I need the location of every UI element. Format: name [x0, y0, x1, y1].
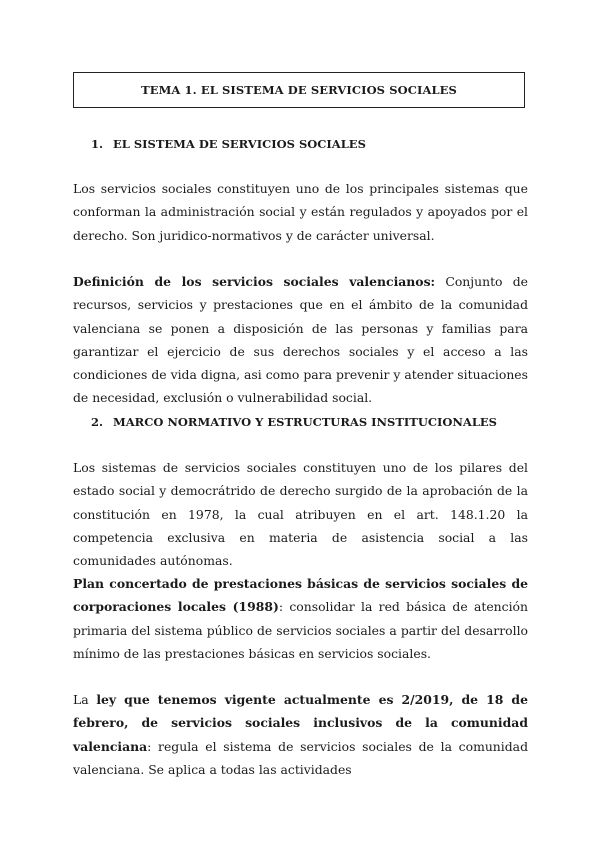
paragraph-definition — [73, 270, 528, 410]
paragraph-constitution: Los sistemas de servicios sociales constituyen uno de los pilares del estado social y democrátrido de derecho surgido de la aprobación de la constitución en 1978, la cual atribuyen en el art. 148.1.20 la competencia exclusiva en materia de asistencia social a las comunidades autónomas. — [73, 460, 528, 569]
paragraph-intro: Los servicios sociales constituyen uno de los principales sistemas que conforman la administración social y están regulados y apoyados por el derecho. Son juridico-normativos y de carácter universal. — [73, 181, 528, 243]
section-heading-1 — [91, 137, 366, 151]
paragraph-ley — [73, 688, 528, 781]
ley-lead: La — [73, 692, 97, 707]
definition-text: Conjunto de recursos, servicios y prestaciones que en el ámbito de la comunidad valenciana se ponen a disposición de las personas y familias para garantizar el ejercicio de sus derechos sociales y el acceso a las condiciones de vida digna, asi como para prevenir y atender situaciones de necesidad, exclusión o vulnerabilidad social. — [73, 274, 528, 406]
section-title: EL SISTEMA DE SERVICIOS SOCIALES — [113, 137, 366, 151]
ley-label: ley que tenemos vigente actualmente es 2/2019, de 18 de febrero, de servicios sociales inclusivos de la comunidad valenciana — [73, 692, 528, 754]
plan-text: : consolidar la red básica de atención primaria del sistema público de servicios sociales a partir del desarrollo mínimo de las prestaciones básicas en servicios sociales. — [73, 599, 528, 661]
definition-label: Definición de los servicios sociales valencianos: — [73, 274, 436, 289]
section-number: 2. — [91, 415, 104, 429]
paragraph-plan-concertado — [73, 572, 528, 665]
document-title — [73, 72, 525, 108]
section-heading-2 — [91, 415, 497, 429]
plan-label: Plan concertado de prestaciones básicas de servicios sociales de corporaciones locales (1988) — [73, 576, 528, 615]
section-number: 1. — [91, 137, 104, 151]
ley-text: : regula el sistema de servicios sociales de la comunidad valenciana. Se aplica a todas las actividades — [73, 738, 528, 777]
section-title: MARCO NORMATIVO Y ESTRUCTURAS INSTITUCIONALES — [113, 415, 497, 429]
document-title-text: TEMA 1. EL SISTEMA DE SERVICIOS SOCIALES — [141, 83, 457, 97]
